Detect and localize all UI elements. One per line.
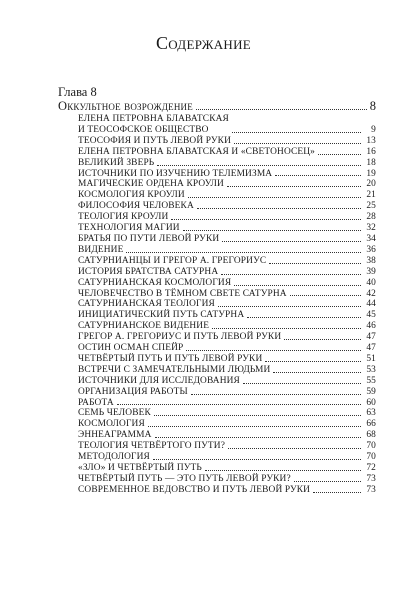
toc-entry — [78, 147, 376, 158]
page-title: Содержание — [155, 33, 252, 53]
toc-entry-page: 36 — [366, 244, 376, 255]
dot-leader — [212, 327, 361, 329]
dot-leader — [155, 436, 361, 438]
dot-leader — [218, 305, 361, 307]
toc-entry-label: КОСМОЛОГИЯ — [78, 419, 145, 430]
toc-entry-page: 45 — [366, 310, 376, 321]
dot-leader — [284, 338, 361, 340]
toc-entry-page: 13 — [366, 135, 376, 146]
toc-entry-label: СЕМЬ ЧЕЛОВЕК — [78, 408, 151, 419]
toc-entry — [78, 408, 376, 419]
dot-leader — [222, 240, 361, 242]
toc-entry-page: 47 — [366, 332, 376, 343]
toc-entry — [78, 169, 376, 180]
chapter-title: Оккультное возрождение — [58, 99, 193, 113]
toc-entry-page: 53 — [366, 364, 376, 375]
toc-entry-label: ИСТОЧНИКИ ДЛЯ ИССЛЕДОВАНИЯ — [78, 375, 240, 386]
toc-entry — [78, 474, 376, 485]
toc-entry — [78, 245, 376, 256]
dot-leader — [154, 414, 361, 416]
toc-entry-page: 46 — [366, 321, 376, 332]
dot-leader — [227, 185, 361, 187]
toc-entry — [78, 234, 376, 245]
toc-entry-page: 25 — [366, 201, 376, 212]
toc-entry-label: СОВРЕМЕННОЕ ВЕДОВСТВО И ПУТЬ ЛЕВОЙ РУКИ — [78, 484, 311, 495]
dot-leader — [153, 458, 361, 460]
dot-leader — [247, 316, 361, 318]
toc-entry-page: 72 — [366, 463, 376, 473]
chapter-number: Глава 8 — [58, 85, 97, 99]
toc-entry-label: ВЕЛИКИЙ ЗВЕРЬ — [78, 157, 155, 168]
toc-entry-label: ЕЛЕНА ПЕТРОВНА БЛАВАТСКАЯ И «СВЕТОНОСЕЦ» — [78, 146, 316, 157]
toc-entry-page: 19 — [366, 168, 376, 179]
toc-entry-label: ИНИЦИАТИЧЕСКИЙ ПУТЬ САТУРНА — [78, 310, 245, 321]
toc-entry-page: 73 — [366, 473, 376, 484]
toc-entry-page: 70 — [366, 452, 376, 463]
toc-entry-page: 51 — [366, 353, 376, 364]
toc-entry — [78, 441, 376, 452]
dot-leader — [171, 218, 361, 220]
dot-leader — [186, 349, 361, 351]
toc-entry-label: ФИЛОСОФИЯ ЧЕЛОВЕКА — [78, 201, 194, 212]
toc-entry-label: ИСТОРИЯ БРАТСТВА САТУРНА — [78, 266, 219, 277]
toc-entry-label: ЧЕТВЁРТЫЙ ПУТЬ — ЭТО ПУТЬ ЛЕВОЙ РУКИ? — [78, 473, 291, 484]
toc-entry-page: 39 — [366, 266, 376, 277]
toc-entry-label: ГРЕГОР А. ГРЕГОРИУС И ПУТЬ ЛЕВОЙ РУКИ — [78, 332, 282, 343]
toc-entry — [78, 179, 376, 190]
dot-leader — [191, 393, 361, 395]
dot-leader — [148, 425, 361, 427]
dot-leader — [318, 153, 361, 155]
toc-entry-label: ЧЕТВЁРТЫЙ ПУТЬ И ПУТЬ ЛЕВОЙ РУКИ — [78, 353, 263, 364]
toc-entry-page: 20 — [366, 179, 376, 190]
chapter-heading-row — [58, 99, 376, 113]
toc-entry-page: 47 — [366, 343, 376, 354]
toc-entry-label: ЧЕЛОВЕЧЕСТВО В ТЁМНОМ СВЕТЕ САТУРНА — [78, 288, 287, 299]
toc-entry — [78, 365, 376, 376]
toc-entry-page: 55 — [366, 375, 376, 386]
toc-entry-label: БРАТЬЯ ПО ПУТИ ЛЕВОЙ РУКИ — [78, 233, 220, 244]
toc-entry — [78, 310, 376, 321]
toc-entry — [78, 343, 376, 354]
dot-leader — [290, 294, 361, 296]
toc-entry — [78, 398, 376, 409]
toc-entry-label: «ЗЛО» И ЧЕТВЁРТЫЙ ПУТЬ — [78, 463, 202, 473]
toc-entry — [78, 267, 376, 278]
toc-entry-label: ОСТИН ОСМАН СПЕЙР — [78, 343, 184, 354]
dot-leader — [234, 284, 361, 286]
toc-list — [78, 114, 376, 496]
toc-entry-page: 16 — [366, 146, 376, 157]
toc-entry-label: ТЕОСОФИЯ И ПУТЬ ЛЕВОЙ РУКИ — [78, 135, 231, 146]
toc-entry — [78, 321, 376, 332]
toc-entry — [78, 332, 376, 343]
toc-entry-label: ТЕХНОЛОГИЯ МАГИИ — [78, 223, 180, 234]
dot-leader — [269, 262, 361, 264]
toc-entry-page: 21 — [366, 190, 376, 201]
toc-entry-label: ВИДЕНИЕ — [78, 244, 124, 255]
toc-entry-label: ТЕОЛОГИЯ КРОУЛИ — [78, 212, 169, 223]
toc-entry — [78, 256, 376, 267]
toc-entry — [78, 158, 376, 169]
dot-leader — [265, 360, 361, 362]
toc-entry-page: 42 — [366, 288, 376, 299]
toc-entry — [78, 419, 376, 430]
toc-entry-page: 38 — [366, 255, 376, 266]
toc-entry — [78, 136, 376, 147]
toc-entry — [78, 201, 376, 212]
toc-entry-label: ИСТОЧНИКИ ПО ИЗУЧЕНИЮ ТЕЛЕМИЗМА — [78, 168, 273, 179]
toc-entry — [78, 114, 376, 136]
toc-entry-label: ВСТРЕЧИ С ЗАМЕЧАТЕЛЬНЫМИ ЛЮДЬМИ — [78, 364, 271, 375]
toc-entry-page: 63 — [366, 408, 376, 419]
toc-entry-label: ЕЛЕНА ПЕТРОВНА БЛАВАТСКАЯ И ТЕОСОФСКОЕ ОБЩЕСТВО — [78, 114, 229, 135]
toc-entry — [78, 289, 376, 300]
toc-entry-page: 32 — [366, 223, 376, 234]
toc-entry-page: 40 — [366, 277, 376, 288]
dot-leader — [196, 108, 367, 110]
dot-leader — [313, 491, 361, 493]
toc-entry-label: МАГИЧЕСКИЕ ОРДЕНА КРОУЛИ — [78, 179, 224, 190]
toc-entry-label: САТУРНИАНСКАЯ КОСМОЛОГИЯ — [78, 277, 232, 288]
dot-leader — [197, 207, 361, 209]
dot-leader — [188, 196, 361, 198]
toc-entry-page: 18 — [366, 157, 376, 168]
toc-entry-page: 60 — [366, 397, 376, 408]
toc-entry-label: КОСМОЛОГИЯ КРОУЛИ — [78, 190, 185, 201]
toc-entry-page: 73 — [366, 484, 376, 495]
dot-leader — [232, 131, 361, 133]
toc-entry — [78, 376, 376, 387]
toc-entry — [78, 190, 376, 201]
toc-entry — [78, 212, 376, 223]
dot-leader — [275, 174, 361, 176]
toc-entry — [78, 387, 376, 398]
toc-entry — [78, 354, 376, 365]
toc-entry-page: 66 — [366, 419, 376, 430]
dot-leader — [126, 251, 361, 253]
toc-entry-label: ТЕОЛОГИЯ ЧЕТВЁРТОГО ПУТИ? — [78, 441, 226, 452]
toc-entry — [78, 485, 376, 496]
toc-entry-page: 28 — [366, 212, 376, 223]
toc-entry-label: МЕТОДОЛОГИЯ — [78, 452, 150, 463]
toc-entry-label: САТУРНИАНЦЫ И ГРЕГОР А. ГРЕГОРИУС — [78, 255, 267, 266]
dot-leader — [117, 403, 361, 405]
toc-entry-label: ЭННЕАГРАММА — [78, 430, 152, 441]
toc-entry-label: САТУРНИАНСКОЕ ВИДЕНИЕ — [78, 321, 210, 332]
dot-leader — [183, 229, 361, 231]
toc-entry-page: 34 — [366, 233, 376, 244]
dot-leader — [243, 382, 361, 384]
dot-leader — [157, 164, 361, 166]
dot-leader — [228, 447, 361, 449]
toc-entry — [78, 223, 376, 234]
dot-leader — [221, 273, 361, 275]
toc-entry-label: ОРГАНИЗАЦИЯ РАБОТЫ — [78, 386, 188, 397]
toc-entry-label: РАБОТА — [78, 397, 114, 408]
toc-entry-page: 44 — [366, 299, 376, 310]
toc-entry — [78, 278, 376, 289]
toc-entry — [78, 299, 376, 310]
toc-entry — [78, 452, 376, 463]
toc-entry-label: САТУРНИАНСКАЯ ТЕОЛОГИЯ — [78, 299, 215, 310]
dot-leader — [234, 142, 361, 144]
dot-leader — [294, 480, 361, 482]
toc-entry-page: 68 — [366, 430, 376, 441]
toc-entry-page: 70 — [366, 441, 376, 452]
toc-entry-page: 59 — [366, 386, 376, 397]
dot-leader — [273, 371, 361, 373]
toc-entry-page: 9 — [371, 124, 376, 135]
dot-leader — [205, 469, 361, 471]
toc-entry — [78, 463, 376, 474]
chapter-page-number: 8 — [369, 99, 376, 113]
toc-entry — [78, 430, 376, 441]
